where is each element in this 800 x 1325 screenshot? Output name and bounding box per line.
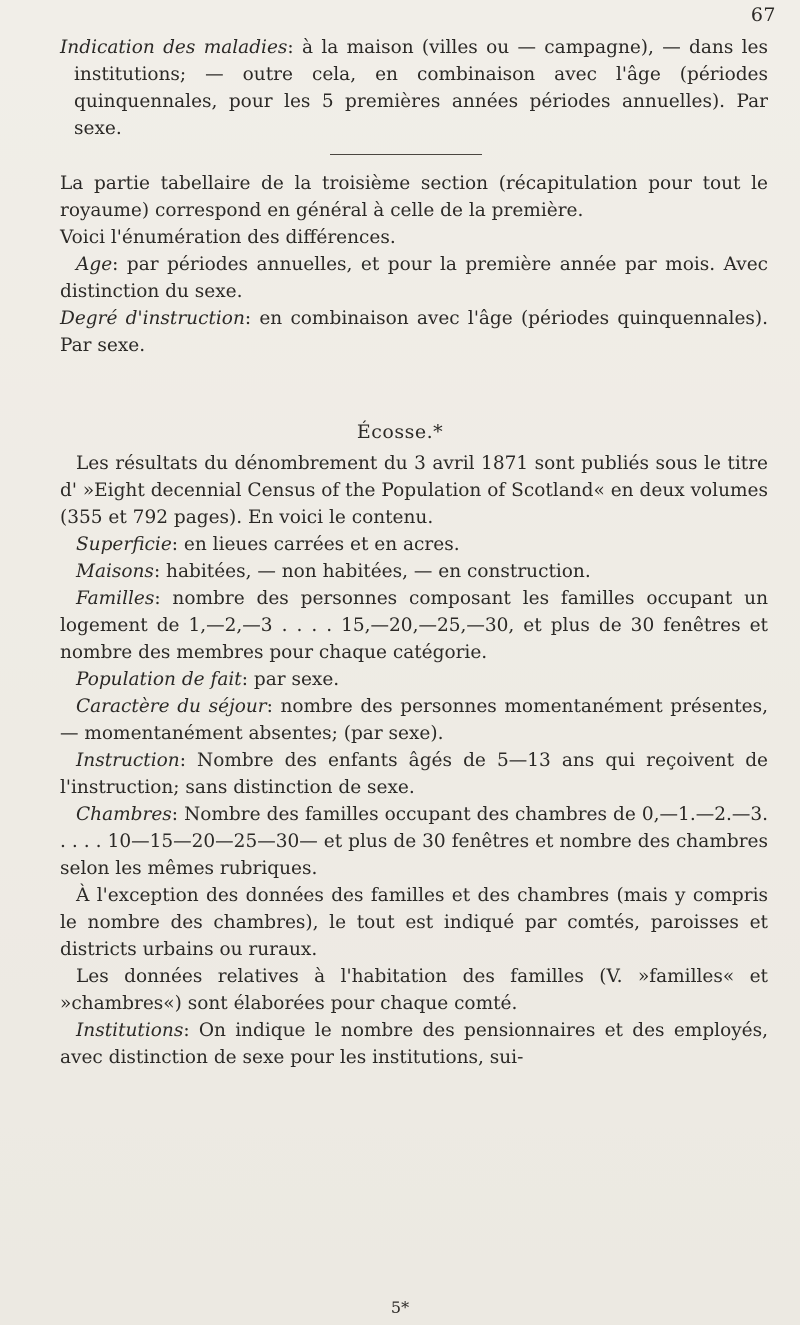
instruction-term: Instruction — [76, 750, 180, 771]
maladies-term: Indication des maladies — [60, 37, 288, 58]
superficie-text: : en lieues carrées et en acres. — [171, 534, 460, 555]
maisons-text: : habitées, — non habitées, — en construction. — [153, 561, 591, 582]
separator-rule — [330, 154, 482, 155]
section-title-ecosse: Écosse.* — [356, 421, 444, 443]
institutions-text: : On indique le nombre des pensionnaires et des employés, avec distinction de sexe pour les institutions, sui- — [60, 1020, 768, 1068]
degre-entry — [60, 305, 768, 359]
chambres-text: : Nombre des familles occupant des chambres de 0,—1.—2.—3. . . . . 10—15—20—25—30— et plus de 30 fenêtres et nombre des chambres selon les mêmes rubriques. — [60, 804, 768, 879]
age-term: Age — [76, 254, 113, 275]
chambres-term: Chambres — [76, 804, 172, 825]
population-entry — [60, 666, 768, 693]
signature-mark: 5* — [390, 1298, 410, 1317]
tabular-intro-paragraph: La partie tabellaire de la troisième section (récapitulation pour tout le royaume) correspond en général à celle de la première. — [60, 173, 768, 221]
degre-text: : en combinaison avec l'âge (périodes quinquennales). Par sexe. — [60, 308, 768, 356]
population-term: Population de fait — [76, 669, 242, 690]
institutions-entry — [60, 1017, 768, 1071]
caractere-term: Caractère du séjour — [76, 696, 267, 717]
differences-block — [60, 170, 768, 359]
maladies-entry — [60, 34, 768, 142]
census-intro-paragraph: Les résultats du dénombrement du 3 avril 1871 sont publiés sous le titre d' »Eight decennial Census of the Population of Scotland« en deux volumes (355 et 792 pages). En voici le contenu. — [60, 453, 768, 528]
caractere-text: : nombre des personnes momentanément présentes, — momentanément absentes; (par sexe). — [60, 696, 768, 744]
page-number: 67 — [750, 4, 776, 26]
exception-paragraph: À l'exception des données des familles et des chambres (mais y compris le nombre des chambres), le tout est indiqué par comtés, paroisses et districts urbains ou ruraux. — [60, 885, 768, 960]
caractere-entry — [60, 693, 768, 747]
population-text: : par sexe. — [241, 669, 340, 690]
ecosse-block — [60, 450, 768, 1071]
donnees-paragraph: Les données relatives à l'habitation des familles (V. »familles« et »chambres«) sont élaborées pour chaque comté. — [60, 966, 768, 1014]
maladies-text: : à la maison (villes ou — campagne), — dans les institutions; — outre cela, en combinaison avec l'âge (périodes quinquennales, pour les 5 premières années périodes annuelles). Par sexe. — [74, 37, 768, 139]
instruction-entry — [60, 747, 768, 801]
age-entry — [60, 251, 768, 305]
institutions-term: Institutions — [76, 1020, 184, 1041]
superficie-term: Superficie — [76, 534, 172, 555]
chambres-entry — [60, 801, 768, 882]
maladies-paragraph — [60, 34, 768, 142]
familles-term: Familles — [76, 588, 155, 609]
degre-term: Degré d'instruction — [60, 308, 245, 329]
instruction-text: : Nombre des enfants âgés de 5—13 ans qui reçoivent de l'instruction; sans distinction de sexe. — [60, 750, 768, 798]
age-text: : par périodes annuelles, et pour la première année par mois. Avec distinction du sexe. — [60, 254, 768, 302]
familles-text: : nombre des personnes composant les familles occupant un logement de 1,—2,—3 . . . . 15,—20,—25,—30, et plus de 30 fenêtres et nombre des membres pour chaque catégorie. — [60, 588, 768, 663]
familles-entry — [60, 585, 768, 666]
enumeration-line: Voici l'énumération des différences. — [60, 227, 396, 248]
superficie-entry — [60, 531, 768, 558]
maisons-entry — [60, 558, 768, 585]
maisons-term: Maisons — [76, 561, 154, 582]
